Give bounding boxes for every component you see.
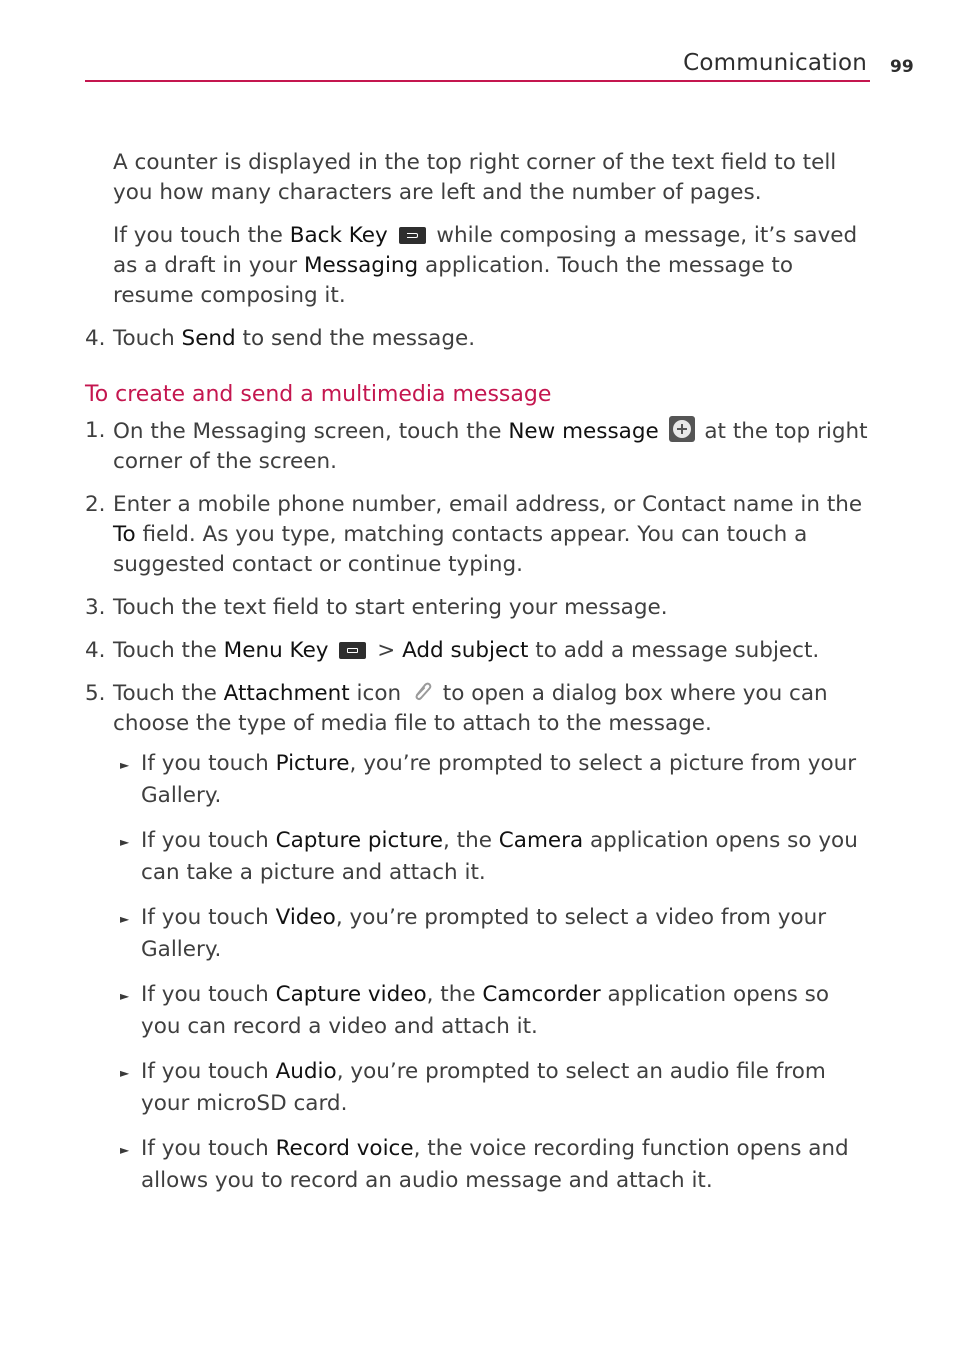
- step-text-before: Touch the: [113, 638, 224, 663]
- step-number: 4.: [85, 326, 106, 351]
- step-text-before: Touch: [113, 326, 182, 351]
- bullet-body: [141, 825, 875, 889]
- step-number: 1.: [85, 418, 106, 443]
- step-body: [113, 490, 875, 580]
- menu-key-icon: [339, 642, 366, 659]
- triangle-bullet-icon: ►: [120, 1066, 130, 1080]
- paperclip-icon: [411, 680, 433, 702]
- menu-key-term: Menu Key: [223, 638, 329, 663]
- step-text-before: On the Messaging screen, touch the: [113, 419, 509, 444]
- step-text-before: Enter a mobile phone number, email address, or Contact name in the: [113, 492, 863, 517]
- send-term: Send: [181, 326, 236, 351]
- triangle-bullet-icon: ►: [120, 1143, 130, 1157]
- step-2: [85, 490, 875, 580]
- step-text-after: to open a dialog box where you can choose the type of media file to attach to the message.: [113, 681, 828, 736]
- bullet-record-voice: [85, 1133, 875, 1197]
- bullet-body: [141, 979, 875, 1043]
- section-title: To create and send a multimedia message: [85, 382, 552, 407]
- audio-term: Audio: [275, 1059, 337, 1084]
- bullet-text-before: If you touch: [141, 982, 276, 1007]
- triangle-bullet-icon: ►: [120, 835, 130, 849]
- bullet-text-before: If you touch: [141, 828, 276, 853]
- bullet-picture: [85, 748, 875, 812]
- back-key-term: Back Key: [289, 223, 388, 248]
- bullet-body: [141, 748, 875, 812]
- new-message-term: New message: [508, 419, 659, 444]
- step-text-after: to add a message subject.: [528, 638, 820, 663]
- camera-term: Camera: [498, 828, 584, 853]
- step-text-after: at the top right corner of the screen.: [113, 419, 868, 474]
- bullet-capture-picture: [85, 825, 875, 889]
- bullet-body: [141, 1056, 875, 1120]
- back-key-icon: [399, 227, 426, 244]
- step-body: Touch the text field to start entering your message.: [113, 595, 668, 620]
- page-number: 99: [890, 57, 914, 77]
- bullet-video: [85, 902, 875, 966]
- bullet-body: [141, 902, 875, 966]
- bullet-capture-video: [85, 979, 875, 1043]
- step-body: [113, 416, 875, 477]
- bullet-text-after: , you’re prompted to select a picture from your Gallery.: [141, 751, 857, 808]
- bullet-text-before: If you touch: [141, 905, 276, 930]
- step-1: [85, 416, 875, 477]
- capture-picture-term: Capture picture: [275, 828, 443, 853]
- page-content: [85, 148, 875, 1197]
- capture-video-term: Capture video: [275, 982, 427, 1007]
- step-text-after: to send the message.: [235, 326, 476, 351]
- triangle-bullet-icon: ►: [120, 912, 130, 926]
- triangle-bullet-icon: ►: [120, 989, 130, 1003]
- step-number: 3.: [85, 595, 106, 620]
- step-4: [85, 636, 875, 666]
- step-body: [113, 679, 875, 739]
- new-message-icon: [669, 416, 695, 442]
- draft-text-mid: while composing a message, it’s saved as a draft in your: [113, 223, 858, 278]
- header-rule: [85, 80, 870, 82]
- step-text-after: field. As you type, matching contacts appear. You can touch a suggested contact or continue typing.: [113, 522, 808, 577]
- to-term: To: [113, 522, 136, 547]
- step-text-mid: icon: [349, 681, 408, 706]
- bullet-text-mid: , the: [443, 828, 499, 853]
- add-subject-term: Add subject: [402, 638, 529, 663]
- section-header: Communication: [683, 50, 867, 76]
- draft-paragraph: [85, 221, 875, 311]
- draft-text-before: If you touch the: [113, 223, 290, 248]
- bullet-text-after: , you’re prompted to select a video from your Gallery.: [141, 905, 827, 962]
- camcorder-term: Camcorder: [482, 982, 601, 1007]
- step-number: 4.: [85, 638, 106, 663]
- bullet-text-after: application opens so you can take a picture and attach it.: [141, 828, 858, 885]
- step-5: [85, 679, 875, 739]
- counter-text: A counter is displayed in the top right corner of the text field to tell you how many characters are left and the number of pages.: [113, 150, 837, 205]
- step-3: [85, 593, 875, 623]
- bullet-text-before: If you touch: [141, 1136, 276, 1161]
- record-voice-term: Record voice: [275, 1136, 414, 1161]
- attachment-term: Attachment: [223, 681, 350, 706]
- step-body: [113, 636, 875, 666]
- step-send: [85, 324, 875, 354]
- bullet-text-after: , you’re prompted to select an audio file from your microSD card.: [141, 1059, 826, 1116]
- bullet-body: [141, 1133, 875, 1197]
- picture-term: Picture: [275, 751, 350, 776]
- step-number: 5.: [85, 681, 106, 706]
- draft-text-after: application. Touch the message to resume composing it.: [113, 253, 794, 308]
- bullet-text-mid: , the: [426, 982, 483, 1007]
- bullet-text-after: application opens so you can record a video and attach it.: [141, 982, 830, 1039]
- bullet-text-after: , the voice recording function opens and allows you to record an audio message and attach it.: [141, 1136, 849, 1193]
- video-term: Video: [275, 905, 336, 930]
- counter-paragraph: [85, 148, 875, 208]
- step-body: [113, 324, 875, 354]
- step-text-before: Touch the: [113, 681, 224, 706]
- step-number: 2.: [85, 492, 106, 517]
- step-separator: >: [370, 638, 403, 663]
- bullet-text-before: If you touch: [141, 1059, 276, 1084]
- bullet-audio: [85, 1056, 875, 1120]
- messaging-term: Messaging: [303, 253, 419, 278]
- bullet-text-before: If you touch: [141, 751, 276, 776]
- triangle-bullet-icon: ►: [120, 758, 130, 772]
